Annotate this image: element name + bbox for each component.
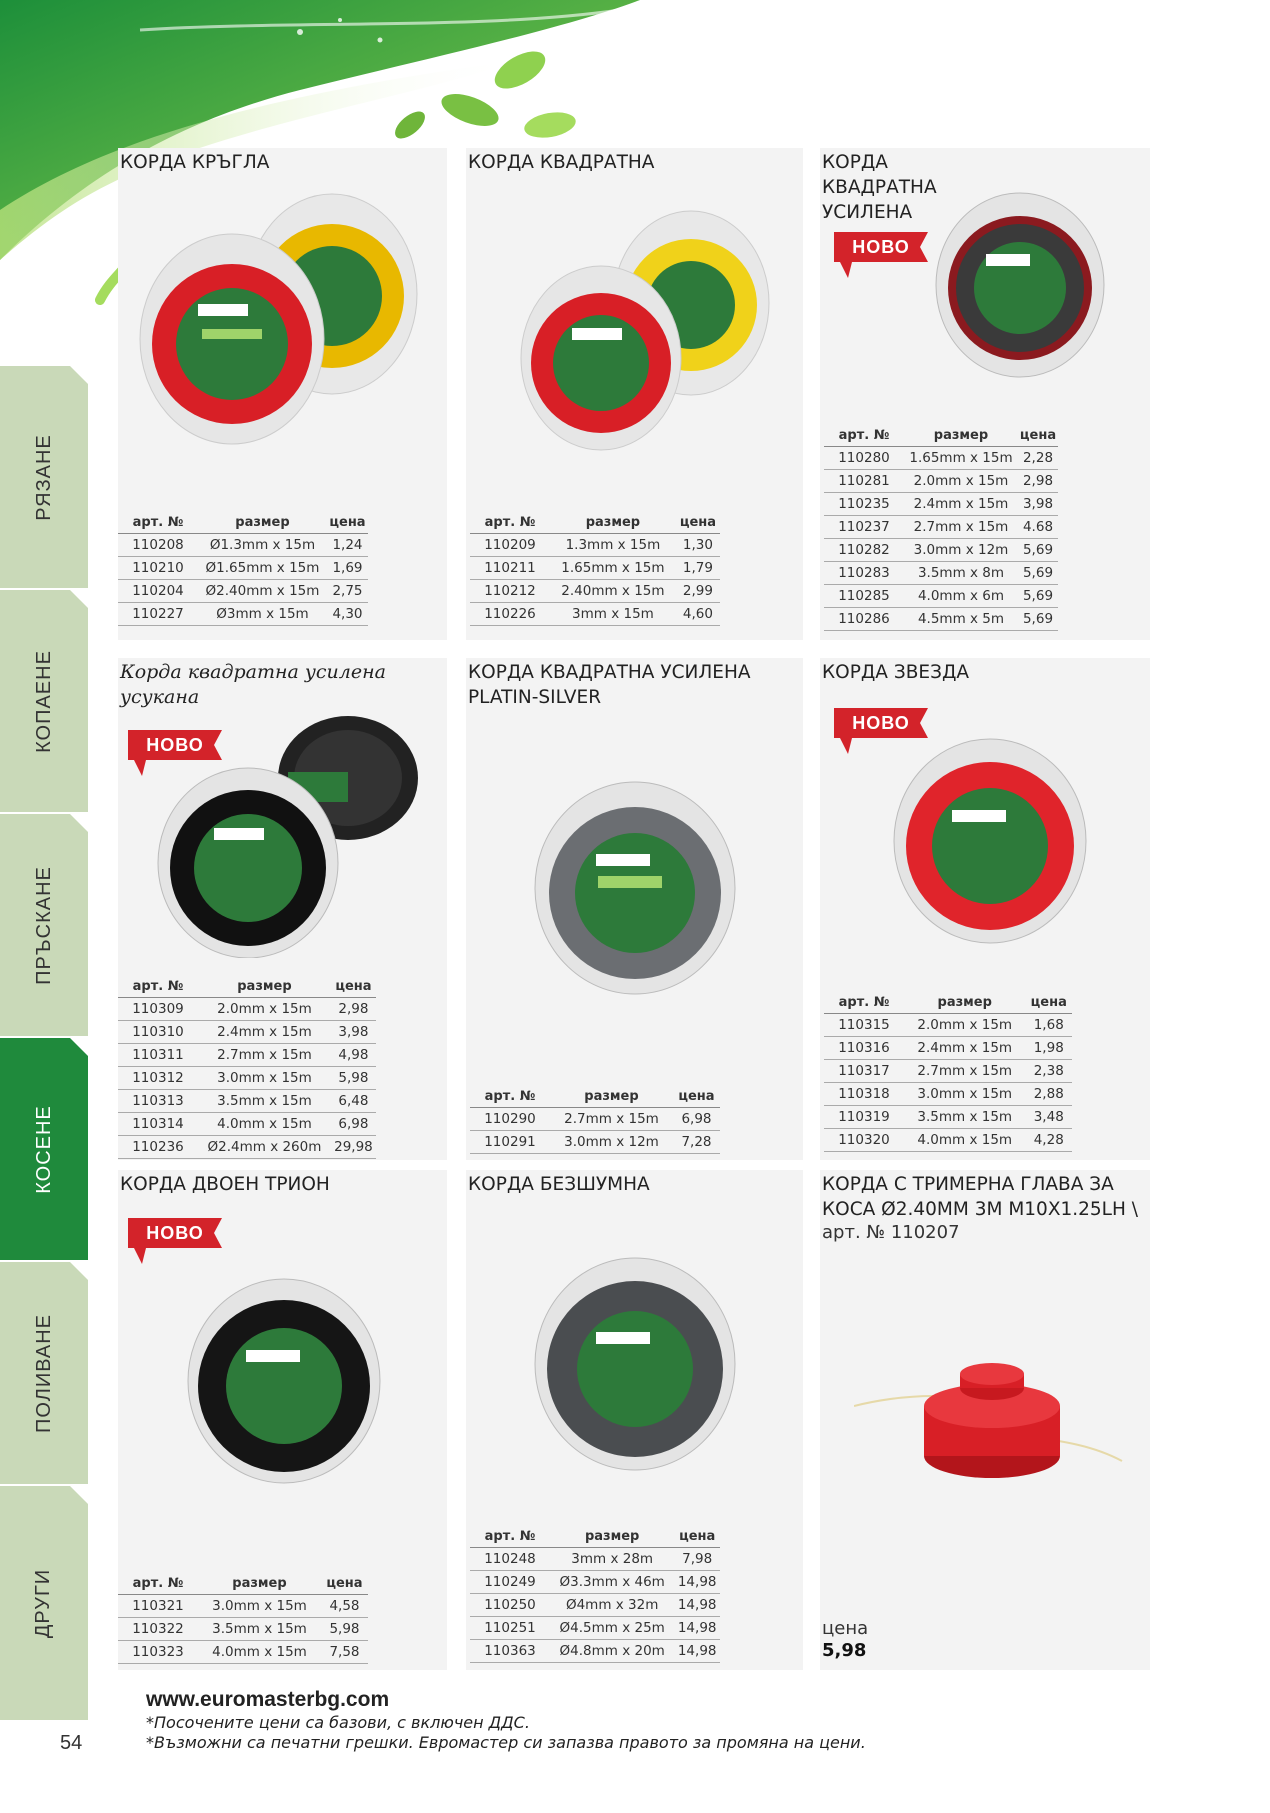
spec-table [470, 1526, 720, 1663]
col-header-price: цена [327, 512, 368, 533]
spool-image-red [890, 736, 1090, 946]
product-card-double-saw [118, 1170, 447, 1670]
table-row: 110251 Ø4.5mm x 25m 14,98 [470, 1616, 720, 1639]
table-row: 110235 2.4mm x 15m 3,98 [824, 492, 1058, 515]
col-header-size: размер [550, 1526, 674, 1547]
table-row: 110291 3.0mm x 12m 7,28 [470, 1130, 720, 1153]
table-row: 110313 3.5mm x 15m 6,48 [118, 1089, 376, 1112]
spool-image-black [184, 1276, 384, 1486]
table-row: 110315 2.0mm x 15m 1,68 [824, 1013, 1072, 1036]
table-row: 110320 4.0mm x 15m 4,28 [824, 1128, 1072, 1151]
table-row: 110248 3mm x 28m 7,98 [470, 1547, 720, 1570]
table-row: 110310 2.4mm x 15m 3,98 [118, 1020, 376, 1043]
col-header-size: размер [550, 512, 676, 533]
spool-image-gray [530, 1254, 740, 1474]
table-row: 110281 2.0mm x 15m 2,98 [824, 469, 1058, 492]
table-row: 110319 3.5mm x 15m 3,48 [824, 1105, 1072, 1128]
product-card-round-line [118, 148, 447, 640]
page-number: 54 [60, 1732, 83, 1754]
col-header-price: цена [1026, 992, 1073, 1013]
table-row: 110204 Ø2.40mm x 15m 2,75 [118, 579, 368, 602]
table-row: 110282 3.0mm x 12m 5,69 [824, 538, 1058, 561]
product-card-square-reinforced [820, 148, 1150, 640]
col-header-size: размер [904, 992, 1026, 1013]
side-tab-label: ДРУГИ [32, 1568, 55, 1638]
product-title: КОРДА КВАДРАТНА УСИЛЕНА [822, 152, 937, 223]
product-subtitle: арт. № 110207 [822, 1222, 960, 1243]
table-row: 110316 2.4mm x 15m 1,98 [824, 1036, 1072, 1059]
col-header-art: арт. № [118, 976, 198, 997]
table-row: 110209 1.3mm x 15m 1,30 [470, 533, 720, 556]
side-tab-cutting[interactable] [0, 366, 88, 588]
col-header-art: арт. № [470, 1526, 550, 1547]
table-row: 110321 3.0mm x 15m 4,58 [118, 1594, 368, 1617]
col-header-size: размер [198, 1573, 321, 1594]
table-row: 110314 4.0mm x 15m 6,98 [118, 1112, 376, 1135]
col-header-size: размер [198, 512, 327, 533]
new-badge: НОВО [834, 232, 928, 278]
table-row: 110210 Ø1.65mm x 15m 1,69 [118, 556, 368, 579]
product-card-platin-silver [466, 658, 803, 1160]
table-row: 110312 3.0mm x 15m 5,98 [118, 1066, 376, 1089]
product-title: КОРДА КРЪГЛА [120, 152, 270, 173]
col-header-price: цена [331, 976, 376, 997]
trimmer-head-image [854, 1346, 1124, 1496]
product-title: КОРДА БЕЗШУМНА [468, 1174, 650, 1195]
col-header-price: цена [673, 1086, 720, 1107]
col-header-art: арт. № [824, 425, 904, 446]
table-row: 110323 4.0mm x 15m 7,58 [118, 1640, 368, 1663]
spool-image-dark [930, 190, 1110, 380]
website-link[interactable]: www.euromasterbg.com [146, 1688, 390, 1711]
footer-note: *Посочените цени са базови, с включен ДДС. [146, 1713, 530, 1732]
col-header-art: арт. № [470, 512, 550, 533]
product-card-trimmer-head [820, 1170, 1150, 1670]
side-tab-mowing[interactable] [0, 1038, 88, 1260]
col-header-art: арт. № [470, 1086, 550, 1107]
col-header-art: арт. № [824, 992, 904, 1013]
price-value: 5,98 [822, 1640, 867, 1661]
product-title: КОРДА С ТРИМЕРНА ГЛАВА ЗА КОСА Ø2.40ММ 3М M10X1.25LH \ [822, 1174, 1139, 1220]
spec-table [118, 976, 376, 1159]
spool-image-gray [530, 778, 740, 998]
table-row: 110290 2.7mm x 15m 6,98 [470, 1107, 720, 1130]
table-row: 110280 1.65mm x 15m 2,28 [824, 446, 1058, 469]
product-card-star-line [820, 658, 1150, 1160]
spec-table [470, 1086, 720, 1154]
product-title: КОРДА КВАДРАТНА [468, 152, 655, 173]
col-header-art: арт. № [118, 512, 198, 533]
price-label: цена [822, 1618, 869, 1639]
col-header-size: размер [904, 425, 1018, 446]
product-title: КОРДА ЗВЕЗДА [822, 662, 970, 683]
table-row: 110208 Ø1.3mm x 15m 1,24 [118, 533, 368, 556]
table-row: 110237 2.7mm x 15m 4.68 [824, 515, 1058, 538]
spec-table [118, 512, 368, 626]
product-card-twisted-reinforced [118, 658, 447, 1160]
spec-table [824, 425, 1058, 631]
col-header-price: цена [676, 512, 720, 533]
product-title: КОРДА КВАДРАТНА УСИЛЕНА PLATIN-SILVER [468, 662, 751, 708]
table-row: 110227 Ø3mm x 15m 4,30 [118, 602, 368, 625]
side-tab-label: ПОЛИВАНЕ [32, 1313, 55, 1433]
product-card-silent-line [466, 1170, 803, 1670]
col-header-price: цена [321, 1573, 368, 1594]
table-row: 110318 3.0mm x 15m 2,88 [824, 1082, 1072, 1105]
new-badge: НОВО [834, 708, 928, 754]
spool-image-red-yellow [506, 208, 776, 458]
col-header-price: цена [674, 1526, 720, 1547]
side-tab-label: РЯЗАНЕ [32, 433, 55, 521]
table-row: 110317 2.7mm x 15m 2,38 [824, 1059, 1072, 1082]
table-row: 110322 3.5mm x 15m 5,98 [118, 1617, 368, 1640]
spec-table [470, 512, 720, 626]
table-row: 110363 Ø4.8mm x 20m 14,98 [470, 1639, 720, 1662]
side-tab-spraying[interactable] [0, 814, 88, 1036]
new-badge: НОВО [128, 1218, 222, 1264]
table-row: 110236 Ø2.4mm x 260m 29,98 [118, 1135, 376, 1158]
table-row: 110309 2.0mm x 15m 2,98 [118, 997, 376, 1020]
table-row: 110226 3mm x 15m 4,60 [470, 602, 720, 625]
table-row: 110286 4.5mm x 5m 5,69 [824, 607, 1058, 630]
side-tab-label: ПРЪСКАНЕ [32, 865, 55, 985]
side-tab-label: КОПАЕНЕ [32, 649, 55, 753]
spool-image-red-yellow [132, 184, 432, 454]
side-tab-other[interactable] [0, 1486, 88, 1720]
table-row: 110311 2.7mm x 15m 4,98 [118, 1043, 376, 1066]
table-row: 110249 Ø3.3mm x 46m 14,98 [470, 1570, 720, 1593]
table-row: 110285 4.0mm x 6m 5,69 [824, 584, 1058, 607]
spool-image-black [138, 708, 428, 958]
product-title: Корда квадратна усилена усукана [120, 661, 386, 708]
table-row: 110283 3.5mm x 8m 5,69 [824, 561, 1058, 584]
spec-table [118, 1573, 368, 1664]
side-tab-watering[interactable] [0, 1262, 88, 1484]
product-card-square-line [466, 148, 803, 640]
side-tab-label: КОСЕНЕ [32, 1104, 55, 1194]
table-row: 110212 2.40mm x 15m 2,99 [470, 579, 720, 602]
col-header-art: арт. № [118, 1573, 198, 1594]
table-row: 110250 Ø4mm x 32m 14,98 [470, 1593, 720, 1616]
footer-note: *Възможни са печатни грешки. Евромастер си запазва правото за промяна на цени. [146, 1733, 866, 1752]
table-row: 110211 1.65mm x 15m 1,79 [470, 556, 720, 579]
col-header-size: размер [198, 976, 331, 997]
product-title: КОРДА ДВОЕН ТРИОН [120, 1174, 330, 1195]
col-header-size: размер [550, 1086, 673, 1107]
side-tab-digging[interactable] [0, 590, 88, 812]
spec-table [824, 992, 1072, 1152]
col-header-price: цена [1018, 425, 1058, 446]
new-badge: НОВО [128, 730, 222, 776]
